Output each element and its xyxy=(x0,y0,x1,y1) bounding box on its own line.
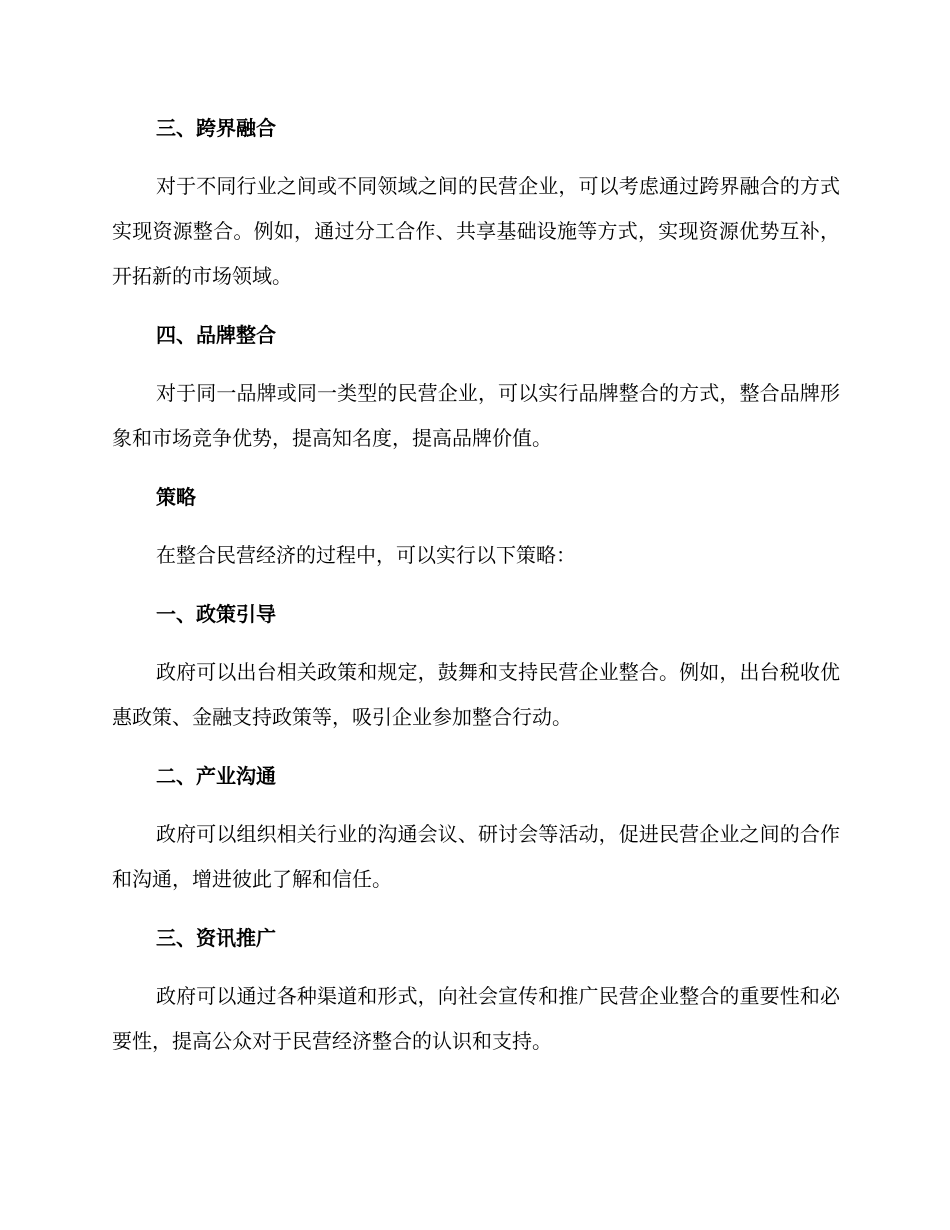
section-heading-brand-integration: 四、品牌整合 xyxy=(156,323,276,347)
section-heading-cross-border-integration: 三、跨界融合 xyxy=(156,116,276,140)
paragraph-industry-communication: 政府可以组织相关行业的沟通会议、研讨会等活动，促进民营企业之间的合作和沟通，增进彼此了解和信任。 xyxy=(112,822,840,891)
paragraph-cross-border-integration: 对于不同行业之间或不同领域之间的民营企业，可以考虑通过跨界融合的方式实现资源整合。例如，通过分工合作、共享基础设施等方式，实现资源优势互补，开拓新的市场领域。 xyxy=(112,174,840,288)
paragraph-information-promotion: 政府可以通过各种渠道和形式，向社会宣传和推广民营企业整合的重要性和必要性，提高公众对于民营经济整合的认识和支持。 xyxy=(112,984,840,1053)
section-heading-strategy: 策略 xyxy=(156,485,196,509)
paragraph-strategy-intro: 在整合民营经济的过程中，可以实行以下策略： xyxy=(156,543,576,567)
document-page xyxy=(112,105,840,1077)
section-heading-information-promotion: 三、资讯推广 xyxy=(156,926,276,950)
section-heading-policy-guidance: 一、政策引导 xyxy=(156,602,276,626)
paragraph-brand-integration: 对于同一品牌或同一类型的民营企业，可以实行品牌整合的方式，整合品牌形象和市场竞争优势，提高知名度，提高品牌价值。 xyxy=(112,381,840,450)
paragraph-policy-guidance: 政府可以出台相关政策和规定，鼓舞和支持民营企业整合。例如，出台税收优惠政策、金融支持政策等，吸引企业参加整合行动。 xyxy=(112,660,840,729)
section-heading-industry-communication: 二、产业沟通 xyxy=(156,764,276,788)
